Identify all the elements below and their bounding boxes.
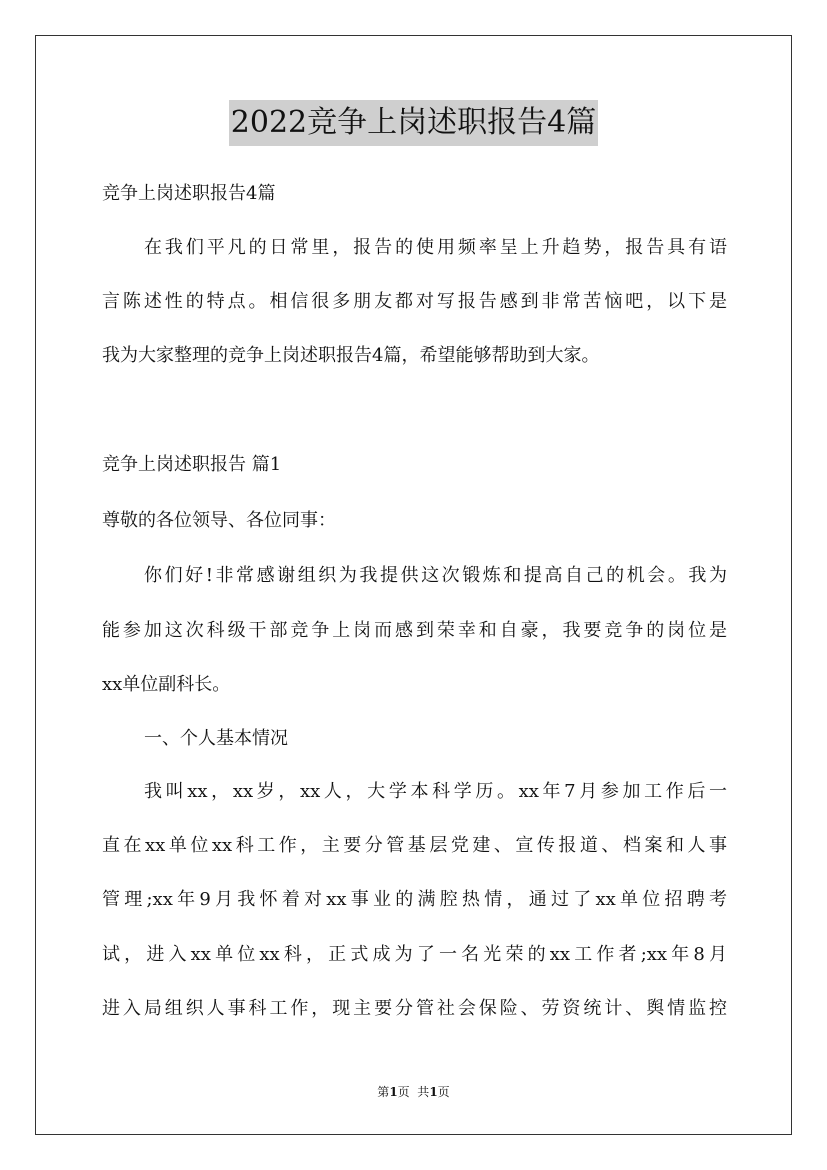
body-line-4: 我叫xx，xx岁，xx人，大学本科学历。xx年7月参加工作后一 [144,781,727,802]
body-line-6: 管理;xx年9月我怀着对xx事业的满腔热情，通过了xx单位招聘考 [102,889,727,910]
page-footer [0,1084,827,1100]
section-heading: 竞争上岗述职报告 篇1 [102,454,282,475]
subtitle-line: 竞争上岗述职报告4篇 [102,183,276,204]
footer-suffix: 页 [437,1085,450,1099]
salutation-line: 尊敬的各位领导、各位同事： [102,510,336,531]
intro-line-3: 我为大家整理的竞争上岗述职报告4篇，希望能够帮助到大家。 [102,345,600,366]
title-container [0,100,827,146]
body-line-7: 试，进入xx单位xx科，正式成为了一名光荣的xx工作者;xx年8月 [102,944,727,965]
document-title: 2022竞争上岗述职报告4篇 [229,100,598,146]
footer-mid: 页 共 [397,1085,430,1099]
footer-page-number: 1 [389,1085,398,1099]
subsection-heading: 一、个人基本情况 [144,728,288,749]
body-line-1: 你们好!非常感谢组织为我提供这次锻炼和提高自己的机会。我为 [144,565,727,586]
intro-line-1: 在我们平凡的日常里，报告的使用频率呈上升趋势，报告具有语 [144,237,727,258]
body-line-2: 能参加这次科级干部竞争上岗而感到荣幸和自豪，我要竞争的岗位是 [102,620,727,641]
intro-line-2: 言陈述性的特点。相信很多朋友都对写报告感到非常苦恼吧，以下是 [102,291,727,312]
body-line-3: xx单位副科长。 [102,674,231,695]
footer-total-pages: 1 [429,1085,438,1099]
footer-prefix: 第 [377,1085,390,1099]
body-line-8: 进入局组织人事科工作，现主要分管社会保险、劳资统计、舆情监控 [102,998,727,1019]
body-line-5: 直在xx单位xx科工作，主要分管基层党建、宣传报道、档案和人事 [102,835,727,856]
